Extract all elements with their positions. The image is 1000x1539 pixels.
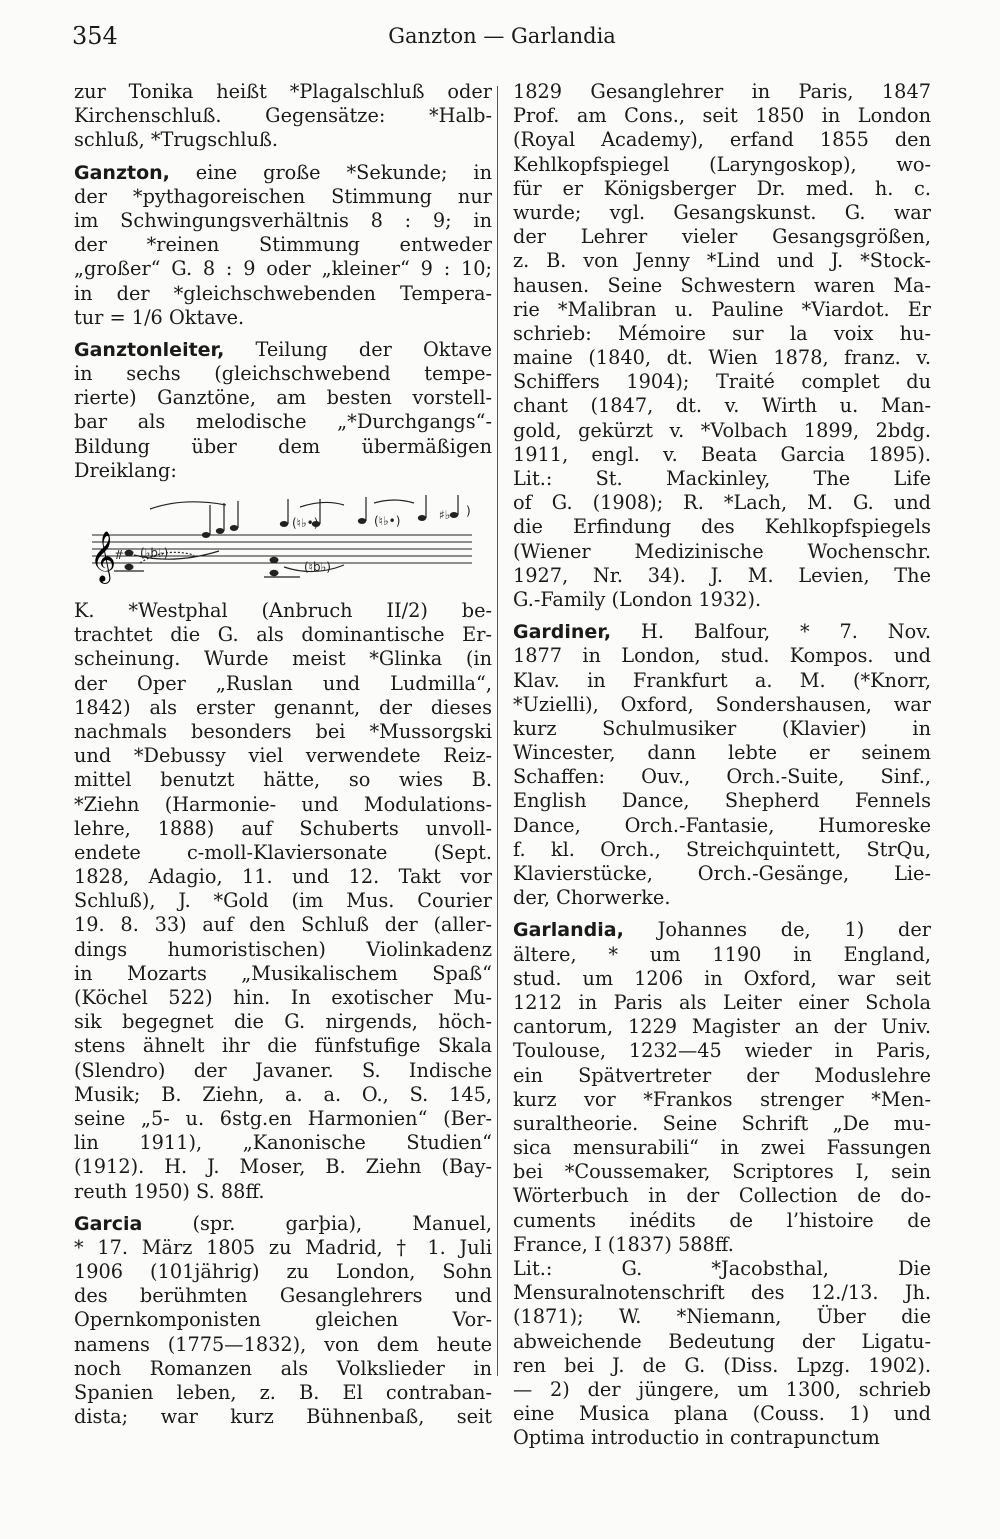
text-line: stens ähnelt ihr die fünfstufige Skala (74, 1034, 492, 1058)
text-line: rierte) Ganztöne, am besten vorstell- (74, 386, 492, 410)
text-line: im Schwingungsverhältnis 8 : 9; in (74, 208, 492, 232)
text-line: 1877 in London, stud. Kompos. und (513, 644, 931, 668)
running-head: Ganzton — Garlandia (388, 24, 616, 48)
text-line: Lit.: St. Mackinley, The Life (513, 467, 931, 490)
text-line: 1828, Adagio, 11. und 12. Takt vor (74, 865, 492, 889)
text-line: K. *Westphal (Anbruch II/2) be- (74, 599, 492, 622)
text-line: noch Romanzen als Volkslieder in (74, 1356, 492, 1380)
svg-text:#: # (114, 548, 125, 562)
music-example (74, 485, 492, 593)
text-line: gold, gekürzt v. *Volbach 1899, 2bdg. (513, 418, 931, 442)
svg-text:(♭b♭): (♭b♭) (140, 546, 169, 560)
text-line: maine (1840, dt. Wien 1878, franz. v. (513, 346, 931, 370)
entry-first-line (74, 338, 492, 362)
entry-continuation (513, 80, 931, 612)
text-line: sik begegnet die G. nirgends, höch- (74, 1010, 492, 1034)
text-line: die Erfindung des Kehlkopfspiegels (513, 515, 931, 539)
text-line: für er Königsberger Dr. med. h. c. (513, 176, 931, 200)
text-line: Klavierstücke, Orch.-Gesänge, Lie- (513, 862, 931, 885)
text-line: 1212 in Paris als Leiter einer Schola (513, 990, 931, 1014)
text-line: Klav. in Frankfurt a. M. (*Knorr, (513, 668, 931, 692)
text-line: English Dance, Shepherd Fennels (513, 789, 931, 813)
text-line: hausen. Seine Schwestern waren Ma- (513, 273, 931, 297)
line-text: H. Balfour, * 7. Nov. (641, 620, 931, 644)
text-line: suraltheorie. Seine Schrift „De mu- (513, 1111, 931, 1135)
text-line: der *pythagoreischen Stimmung nur (74, 184, 492, 208)
entry-ganztonleiter (74, 338, 492, 1204)
left-column (74, 80, 492, 1429)
text-line: dings humoristischen) Violinkadenz (74, 937, 492, 961)
text-line: schluß, *Trugschluß. (74, 128, 279, 152)
text-line: in sechs (gleichschwebend tempe- (74, 362, 492, 386)
entry-body (513, 943, 931, 1451)
text-line: Mensuralnotenschrift des 12./13. Jh. (513, 1281, 931, 1305)
text-line: (Wiener Medizinische Wochenschr. (513, 539, 931, 563)
headword: Gardiner, (513, 621, 612, 644)
text-line: lehre, 1888) auf Schuberts unvoll- (74, 816, 492, 840)
text-line: Optima introductio in contrapunctum (513, 1426, 880, 1450)
text-line: 1829 Gesanglehrer in Paris, 1847 (513, 80, 931, 103)
text-line: Wincester, dann lebte er seinem (513, 741, 931, 765)
text-line: kurz vor *Frankos strenger *Men- (513, 1087, 931, 1111)
text-line: 1927, Nr. 34). J. M. Levien, The (513, 563, 931, 587)
text-line: trachtet die G. als dominantische Er- (74, 623, 492, 647)
text-line: bar als melodische „*Durchgangs“- (74, 410, 492, 434)
text-line: Dance, Orch.-Fantasie, Humoreske (513, 813, 931, 837)
text-line: wurde; vgl. Gesangskunst. G. war (513, 200, 931, 224)
headword: Garlandia, (513, 919, 624, 942)
entry-garlandia (513, 918, 931, 1450)
entry-garcia (74, 1212, 492, 1430)
text-line: der, Chorwerke. (513, 886, 671, 910)
text-line: „großer“ G. 8 : 9 oder „kleiner“ 9 : 10; (74, 257, 492, 281)
text-line: zur Tonika heißt *Plagalschluß oder (74, 80, 492, 103)
svg-text:(♮♭•): (♮♭•) (374, 514, 401, 528)
text-line: ein Spätvertreter der Moduslehre (513, 1063, 931, 1087)
text-line: schrieb: Mémoire sur la voix hu- (513, 321, 931, 345)
svg-text:(♮b♭): (♮b♭) (304, 560, 331, 574)
text-line: in der *gleichschwebenden Tempera- (74, 281, 492, 305)
text-line: 1906 (101jährig) zu London, Sohn (74, 1260, 492, 1284)
text-line: (1912). H. J. Moser, B. Ziehn (Bay- (74, 1155, 492, 1179)
text-line: scheinung. Wurde meist *Glinka (in (74, 647, 492, 671)
svg-text:(♮♭•): (♮♭•) (292, 516, 319, 530)
text-line: lin 1911), „Kanonische Studien“ (74, 1131, 492, 1155)
text-line: reuth 1950) S. 88ff. (74, 1179, 265, 1203)
text-line: cantorum, 1229 Magister an der Univ. (513, 1015, 931, 1039)
text-line: 19. 8. 33) auf den Schluß der (aller- (74, 913, 492, 937)
entry-body (74, 1236, 492, 1430)
text-line: Opernkomponisten gleichen Vor- (74, 1308, 492, 1332)
text-line: * 17. März 1805 zu Madrid, † 1. Juli (74, 1235, 492, 1259)
text-line: France, I (1837) 588ff. (513, 1232, 734, 1256)
text-line: kurz Schulmusiker (Klavier) in (513, 716, 931, 740)
line-text: (spr. garþia), Manuel, (192, 1211, 492, 1235)
text-line: dista; war kurz Bühnenbaß, seit (74, 1405, 492, 1429)
text-line: Schiffers 1904); Traité complet du (513, 370, 931, 394)
text-line: ren bei J. de G. (Diss. Lpzg. 1902). (513, 1353, 931, 1377)
entry-body (74, 599, 492, 1204)
page-number: 354 (72, 22, 118, 50)
text-line: des berühmten Gesanglehrers und (74, 1284, 492, 1308)
text-line: rie *Malibran u. Pauline *Viardot. Er (513, 297, 931, 321)
text-line: Bildung über dem übermäßigen (74, 434, 492, 458)
text-line: mittel benutzt hätte, so wies B. (74, 768, 492, 792)
line-text: eine große *Sekunde; in (195, 160, 492, 184)
right-column (513, 80, 931, 1451)
entry-continuation (74, 80, 492, 153)
text-line: sica mensurabili“ in zwei Fassungen (513, 1136, 931, 1160)
text-line: G.-Family (London 1932). (513, 587, 762, 611)
text-line: Toulouse, 1232—45 wieder in Paris, (513, 1039, 931, 1063)
text-line: z. B. von Jenny *Lind und J. *Stock- (513, 249, 931, 273)
line-text: Teilung der Oktave (255, 337, 492, 361)
line-text: Johannes de, 1) der (657, 918, 931, 942)
entry-first-line (513, 620, 931, 644)
text-line: der Oper „Ruslan und Ludmilla“, (74, 671, 492, 695)
text-line: eine Musica plana (Couss. 1) und (513, 1402, 931, 1426)
text-line: tur = 1/6 Oktave. (74, 305, 245, 329)
whole-tone-scale-notation (74, 485, 492, 593)
entry-first-line (74, 161, 492, 185)
text-line: Wörterbuch in der Collection de do- (513, 1184, 931, 1208)
entry-ganzton (74, 161, 492, 330)
text-line: Spanien leben, z. B. El contraban- (74, 1381, 492, 1404)
svg-text:♯♭: ♯♭ (439, 508, 451, 522)
text-line: Schluß), J. *Gold (im Mus. Courier (74, 889, 492, 913)
headword: Garcia (74, 1212, 143, 1235)
text-line: bei *Coussemaker, Scriptores I, sein (513, 1160, 931, 1184)
entry-body (74, 185, 492, 330)
text-line: of G. (1908); R. *Lach, M. G. und (513, 491, 931, 515)
text-line: namens (1775—1832), von dem heute (74, 1332, 492, 1356)
text-line: Kirchenschluß. Gegensätze: *Halb- (74, 104, 492, 128)
entry-first-line (74, 1212, 492, 1236)
text-line: Schaffen: Ouv., Orch.-Suite, Sinf., (513, 765, 931, 789)
entry-gardiner (513, 620, 931, 910)
text-line: (Slendro) der Javaner. S. Indische (74, 1058, 492, 1082)
text-line: nachmals besonders bei *Mussorgski (74, 719, 492, 743)
text-line: (1871); W. *Niemann, Über die (513, 1305, 931, 1329)
text-line: (Royal Academy), erfand 1855 den (513, 128, 931, 152)
text-line: 1911, engl. v. Beata Garcia 1895). (513, 442, 931, 466)
text-line: — 2) der jüngere, um 1300, schrieb (513, 1377, 931, 1401)
headword: Ganztonleiter, (74, 338, 225, 361)
text-line: in Mozarts „Musikalischem Spaß“ (74, 961, 492, 985)
text-line: endete c-moll-Klaviersonate (Sept. (74, 840, 492, 864)
text-line: Musik; B. Ziehn, a. a. O., S. 145, (74, 1082, 492, 1106)
column-divider (497, 86, 498, 1376)
page-header (72, 22, 932, 58)
text-line: Lit.: G. *Jacobsthal, Die (513, 1257, 931, 1280)
entry-first-line (513, 918, 931, 942)
text-line: f. kl. Orch., Streichquintett, StrQu, (513, 837, 931, 861)
text-line: seine „5- u. 6stg.en Harmonien“ (Ber- (74, 1106, 492, 1130)
text-line: (Köchel 522) hin. In exotischer Mu- (74, 986, 492, 1009)
treble-clef-icon: 𝄞 (90, 531, 117, 582)
text-line: Kehlkopfspiegel (Laryngoskop), wo- (513, 152, 931, 176)
entry-body (513, 644, 931, 910)
svg-text:): ) (466, 504, 471, 518)
text-line: stud. um 1206 in Oxford, war seit (513, 966, 931, 990)
text-line: cuments inédits de l’histoire de (513, 1208, 931, 1232)
text-line: Dreiklang: (74, 458, 177, 482)
text-line: abweichende Bedeutung der Ligatu- (513, 1329, 931, 1353)
text-line: der *reinen Stimmung entweder (74, 233, 492, 257)
text-line: ältere, * um 1190 in England, (513, 942, 931, 966)
text-line: Prof. am Cons., seit 1850 in London (513, 104, 931, 128)
text-line: chant (1847, dt. v. Wirth u. Man- (513, 394, 931, 418)
text-line: 1842) als erster genannt, der dieses (74, 695, 492, 719)
text-line: *Ziehn (Harmonie- und Modulations- (74, 792, 492, 816)
headword: Ganzton, (74, 161, 170, 184)
text-line: der Lehrer vieler Gesangsgrößen, (513, 225, 931, 249)
entry-body (74, 362, 492, 483)
text-line: und *Debussy viel verwendete Reiz- (74, 744, 492, 768)
text-line: *Uzielli), Oxford, Sondershausen, war (513, 692, 931, 716)
